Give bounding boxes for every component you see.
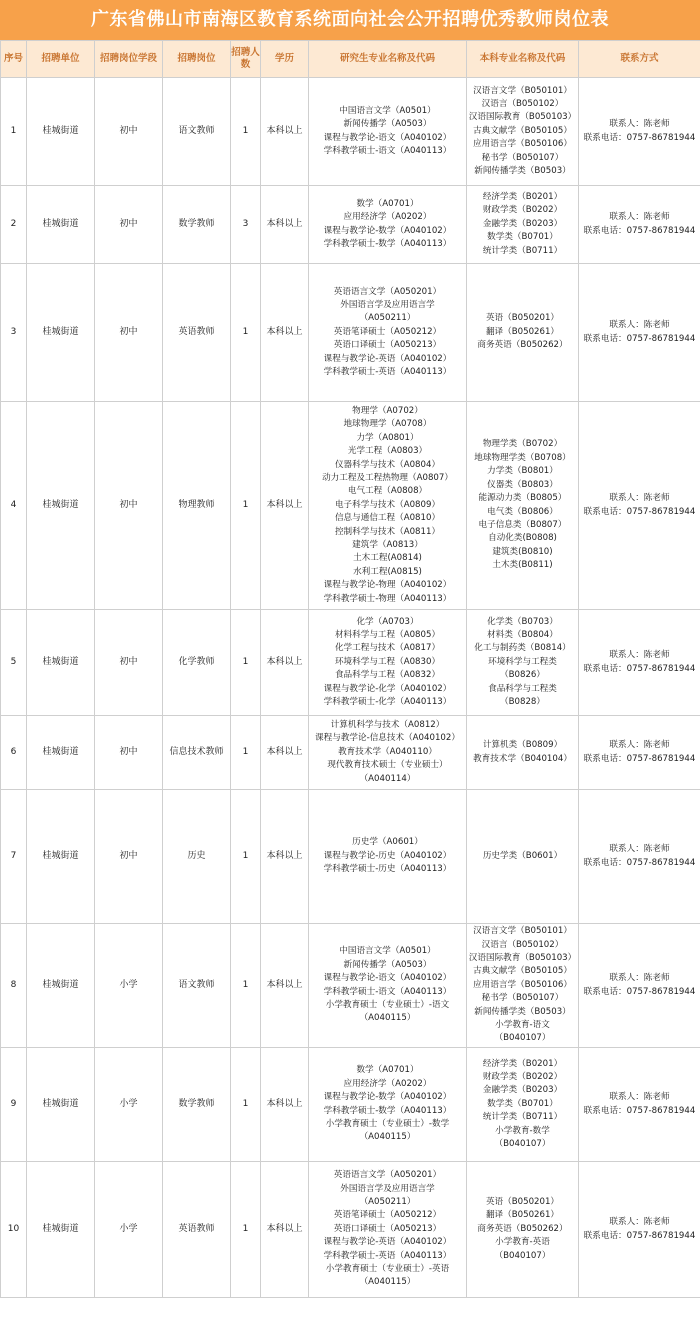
cell-stage: 初中 bbox=[95, 402, 163, 610]
cell-count: 1 bbox=[231, 924, 261, 1048]
contact-line: 联系人：陈老师 bbox=[609, 1217, 670, 1228]
cell-contact bbox=[579, 716, 700, 790]
undergrad-major-line: 地球物理学类（B0708） bbox=[474, 452, 571, 463]
undergrad-major-line: 教育技术学（B040104） bbox=[473, 753, 572, 764]
graduate-major-line: 中国语言文学（A0501） bbox=[339, 946, 436, 957]
graduate-major-line: 学科教学硕士-物理（A040113） bbox=[323, 593, 452, 604]
undergrad-major-line: 应用语言学（B050106） bbox=[473, 979, 572, 990]
undergrad-major-line: 古典文献学（B050105） bbox=[473, 966, 572, 977]
cell-undergrad-majors bbox=[467, 1048, 579, 1162]
undergrad-major-line: （B040107） bbox=[494, 1139, 551, 1150]
cell-contact bbox=[579, 1162, 700, 1298]
cell-post: 英语教师 bbox=[163, 264, 231, 402]
graduate-major-line: 学科教学硕士-历史（A040113） bbox=[323, 864, 452, 875]
graduate-major-line: 建筑学（A0813） bbox=[352, 540, 423, 551]
graduate-major-line: 学科教学硕士-语文（A040113） bbox=[323, 145, 452, 156]
cell-unit: 桂城街道 bbox=[27, 924, 95, 1048]
graduate-major-line: （A040115） bbox=[359, 1013, 416, 1024]
header-col-undergrad-major: 本科专业名称及代码 bbox=[467, 41, 579, 78]
undergrad-major-line: 汉语言（B050102） bbox=[481, 98, 564, 109]
recruitment-table bbox=[0, 40, 700, 1298]
graduate-major-line: 学科教学硕士-英语（A040113） bbox=[323, 367, 452, 378]
graduate-major-line: 化学工程与技术（A0817） bbox=[334, 643, 441, 654]
cell-undergrad-majors bbox=[467, 186, 579, 264]
table-row bbox=[1, 924, 700, 1048]
undergrad-major-line: 仪器类（B0803） bbox=[487, 479, 558, 490]
undergrad-major-line: 化工与制药类（B0814） bbox=[474, 643, 571, 654]
cell-unit: 桂城街道 bbox=[27, 402, 95, 610]
cell-undergrad-majors bbox=[467, 1162, 579, 1298]
cell-contact bbox=[579, 1048, 700, 1162]
contact-line: 联系电话：0757-86781944 bbox=[583, 333, 696, 344]
undergrad-major-line: 商务英语（B050262） bbox=[477, 1223, 568, 1234]
graduate-major-line: 新闻传播学（A0503） bbox=[343, 959, 432, 970]
contact-line: 联系电话：0757-86781944 bbox=[583, 663, 696, 674]
cell-index: 9 bbox=[1, 1048, 27, 1162]
graduate-major-line: 课程与教学论-英语（A040102） bbox=[323, 1237, 452, 1248]
undergrad-major-line: 英语（B050201） bbox=[485, 313, 560, 324]
cell-post: 数学教师 bbox=[163, 1048, 231, 1162]
graduate-major-line: 仪器科学与技术（A0804） bbox=[334, 459, 441, 470]
graduate-major-line: 水利工程(A0815) bbox=[353, 566, 422, 577]
undergrad-major-line: 数学类（B0701） bbox=[487, 232, 558, 243]
graduate-major-line: （A040114） bbox=[359, 773, 416, 784]
cell-index: 6 bbox=[1, 716, 27, 790]
cell-index: 1 bbox=[1, 78, 27, 186]
table-row bbox=[1, 264, 700, 402]
contact-line: 联系电话：0757-86781944 bbox=[583, 986, 696, 997]
graduate-major-line: 课程与教学论-物理（A040102） bbox=[323, 580, 452, 591]
cell-unit: 桂城街道 bbox=[27, 716, 95, 790]
undergrad-major-line: 秘书学（B050107） bbox=[481, 152, 564, 163]
header-col-post: 招聘岗位 bbox=[163, 41, 231, 78]
cell-contact bbox=[579, 924, 700, 1048]
cell-graduate-majors bbox=[309, 1162, 467, 1298]
cell-unit: 桂城街道 bbox=[27, 78, 95, 186]
cell-education: 本科以上 bbox=[261, 790, 309, 924]
graduate-major-line: 英语语言文学（A050201） bbox=[333, 286, 442, 297]
table-row bbox=[1, 186, 700, 264]
graduate-major-line: 外国语言学及应用语言学 bbox=[340, 299, 435, 310]
graduate-major-line: 课程与教学论-化学（A040102） bbox=[323, 683, 452, 694]
header-col-education: 学历 bbox=[261, 41, 309, 78]
cell-post: 语文教师 bbox=[163, 78, 231, 186]
cell-undergrad-majors bbox=[467, 402, 579, 610]
undergrad-major-line: 金融学类（B0203） bbox=[482, 218, 563, 229]
cell-contact bbox=[579, 610, 700, 716]
graduate-major-line: 教育技术学（A040110） bbox=[338, 746, 437, 757]
undergrad-major-line: 数学类（B0701） bbox=[487, 1098, 558, 1109]
undergrad-major-line: 统计学类（B0711） bbox=[482, 245, 563, 256]
graduate-major-line: 课程与教学论-数学（A040102） bbox=[323, 225, 452, 236]
graduate-major-line: 学科教学硕士-化学（A040113） bbox=[323, 697, 452, 708]
cell-unit: 桂城街道 bbox=[27, 186, 95, 264]
table-row bbox=[1, 402, 700, 610]
graduate-major-line: 数学（A0701） bbox=[356, 198, 419, 209]
undergrad-major-line: 计算机类（B0809） bbox=[482, 740, 563, 751]
cell-stage: 初中 bbox=[95, 716, 163, 790]
cell-graduate-majors bbox=[309, 402, 467, 610]
cell-stage: 初中 bbox=[95, 78, 163, 186]
contact-line: 联系人：陈老师 bbox=[609, 493, 670, 504]
undergrad-major-line: 电气类（B0806） bbox=[487, 506, 558, 517]
undergrad-major-line: 小学教育-语文 bbox=[495, 1020, 550, 1031]
cell-stage: 小学 bbox=[95, 1048, 163, 1162]
graduate-major-line: 食品科学与工程（A0832） bbox=[334, 670, 441, 681]
graduate-major-line: 小学教育硕士（专业硕士）-英语 bbox=[325, 1264, 450, 1275]
table-row bbox=[1, 716, 700, 790]
graduate-major-line: 动力工程及工程热物理（A0807） bbox=[322, 472, 453, 483]
cell-unit: 桂城街道 bbox=[27, 610, 95, 716]
graduate-major-line: 数学（A0701） bbox=[356, 1065, 419, 1076]
cell-count: 1 bbox=[231, 610, 261, 716]
cell-undergrad-majors bbox=[467, 610, 579, 716]
undergrad-major-line: 统计学类（B0711） bbox=[482, 1112, 563, 1123]
graduate-major-line: 化学（A0703） bbox=[356, 616, 419, 627]
cell-graduate-majors bbox=[309, 1048, 467, 1162]
cell-undergrad-majors bbox=[467, 264, 579, 402]
undergrad-major-line: （B040107） bbox=[494, 1250, 551, 1261]
graduate-major-line: 学科教学硕士-数学（A040113） bbox=[323, 238, 452, 249]
cell-post: 数学教师 bbox=[163, 186, 231, 264]
undergrad-major-line: 金融学类（B0203） bbox=[482, 1085, 563, 1096]
cell-stage: 小学 bbox=[95, 924, 163, 1048]
undergrad-major-line: 小学教育-英语 bbox=[495, 1237, 550, 1248]
contact-line: 联系电话：0757-86781944 bbox=[583, 753, 696, 764]
contact-line: 联系人：陈老师 bbox=[609, 212, 670, 223]
cell-education: 本科以上 bbox=[261, 716, 309, 790]
graduate-major-line: 地球物理学（A0708） bbox=[343, 419, 432, 430]
cell-unit: 桂城街道 bbox=[27, 790, 95, 924]
graduate-major-line: 历史学（A0601） bbox=[352, 837, 423, 848]
table-body bbox=[1, 78, 700, 1298]
undergrad-major-line: （B040107） bbox=[494, 1033, 551, 1044]
graduate-major-line: （A050211） bbox=[359, 313, 416, 324]
graduate-major-line: 信息与通信工程（A0810） bbox=[334, 513, 441, 524]
cell-count: 1 bbox=[231, 1162, 261, 1298]
cell-stage: 初中 bbox=[95, 264, 163, 402]
undergrad-major-line: 财政学类（B0202） bbox=[482, 205, 563, 216]
cell-education: 本科以上 bbox=[261, 1162, 309, 1298]
graduate-major-line: 环境科学与工程（A0830） bbox=[334, 656, 441, 667]
undergrad-major-line: 汉语国际教育（B050103） bbox=[468, 112, 577, 123]
undergrad-major-line: 力学类（B0801） bbox=[487, 466, 558, 477]
cell-count: 1 bbox=[231, 264, 261, 402]
cell-undergrad-majors bbox=[467, 78, 579, 186]
contact-line: 联系电话：0757-86781944 bbox=[583, 506, 696, 517]
graduate-major-line: 课程与教学论-语文（A040102） bbox=[323, 973, 452, 984]
cell-contact bbox=[579, 790, 700, 924]
cell-index: 2 bbox=[1, 186, 27, 264]
cell-count: 1 bbox=[231, 78, 261, 186]
cell-post: 历史 bbox=[163, 790, 231, 924]
cell-count: 1 bbox=[231, 1048, 261, 1162]
header-row bbox=[1, 41, 700, 78]
contact-line: 联系电话：0757-86781944 bbox=[583, 225, 696, 236]
cell-count: 1 bbox=[231, 716, 261, 790]
table-row bbox=[1, 78, 700, 186]
undergrad-major-line: 材料类（B0804） bbox=[487, 629, 558, 640]
graduate-major-line: 课程与教学论-数学（A040102） bbox=[323, 1092, 452, 1103]
cell-stage: 初中 bbox=[95, 790, 163, 924]
graduate-major-line: 英语口译硕士（A050213） bbox=[333, 340, 442, 351]
graduate-major-line: 控制科学与技术（A0811） bbox=[334, 526, 441, 537]
undergrad-major-line: 商务英语（B050262） bbox=[477, 340, 568, 351]
contact-line: 联系电话：0757-86781944 bbox=[583, 857, 696, 868]
cell-stage: 小学 bbox=[95, 1162, 163, 1298]
cell-graduate-majors bbox=[309, 716, 467, 790]
graduate-major-line: 中国语言文学（A0501） bbox=[339, 105, 436, 116]
cell-education: 本科以上 bbox=[261, 78, 309, 186]
graduate-major-line: 学科教学硕士-英语（A040113） bbox=[323, 1250, 452, 1261]
undergrad-major-line: 环境科学与工程类 bbox=[488, 656, 557, 667]
undergrad-major-line: 财政学类（B0202） bbox=[482, 1071, 563, 1082]
cell-index: 10 bbox=[1, 1162, 27, 1298]
page-title: 广东省佛山市南海区教育系统面向社会公开招聘优秀教师岗位表 bbox=[0, 0, 700, 40]
graduate-major-line: 英语口译硕士（A050213） bbox=[333, 1223, 442, 1234]
header-col-count: 招聘人数 bbox=[231, 41, 261, 78]
cell-index: 8 bbox=[1, 924, 27, 1048]
cell-education: 本科以上 bbox=[261, 186, 309, 264]
cell-graduate-majors bbox=[309, 78, 467, 186]
contact-line: 联系人：陈老师 bbox=[609, 1092, 670, 1103]
graduate-major-line: 小学教育硕士（专业硕士）-数学 bbox=[325, 1118, 450, 1129]
cell-post: 英语教师 bbox=[163, 1162, 231, 1298]
graduate-major-line: 力学（A0801） bbox=[356, 432, 419, 443]
undergrad-major-line: 汉语言（B050102） bbox=[481, 939, 564, 950]
cell-index: 3 bbox=[1, 264, 27, 402]
cell-stage: 初中 bbox=[95, 610, 163, 716]
graduate-major-line: 学科教学硕士-数学（A040113） bbox=[323, 1105, 452, 1116]
graduate-major-line: 学科教学硕士-语文（A040113） bbox=[323, 986, 452, 997]
graduate-major-line: （A040115） bbox=[359, 1277, 416, 1288]
undergrad-major-line: 建筑类(B0810) bbox=[492, 546, 553, 557]
graduate-major-line: 英语笔译硕士（A050212） bbox=[333, 326, 442, 337]
cell-education: 本科以上 bbox=[261, 610, 309, 716]
contact-line: 联系人：陈老师 bbox=[609, 740, 670, 751]
undergrad-major-line: 经济学类（B0201） bbox=[482, 1058, 563, 1069]
undergrad-major-line: 汉语国际教育（B050103） bbox=[468, 952, 577, 963]
undergrad-major-line: 能源动力类（B0805） bbox=[478, 493, 567, 504]
undergrad-major-line: 汉语言文学（B050101） bbox=[473, 926, 572, 937]
undergrad-major-line: 新闻传播学类（B0503） bbox=[474, 166, 571, 177]
cell-graduate-majors bbox=[309, 186, 467, 264]
cell-stage: 初中 bbox=[95, 186, 163, 264]
graduate-major-line: 外国语言学及应用语言学 bbox=[340, 1183, 435, 1194]
graduate-major-line: 课程与教学论-历史（A040102） bbox=[323, 850, 452, 861]
contact-line: 联系人：陈老师 bbox=[609, 320, 670, 331]
contact-line: 联系人：陈老师 bbox=[609, 119, 670, 130]
graduate-major-line: 英语笔译硕士（A050212） bbox=[333, 1210, 442, 1221]
graduate-major-line: 电气工程（A0808） bbox=[347, 486, 428, 497]
cell-count: 1 bbox=[231, 402, 261, 610]
cell-education: 本科以上 bbox=[261, 264, 309, 402]
table-row bbox=[1, 1162, 700, 1298]
cell-undergrad-majors bbox=[467, 790, 579, 924]
undergrad-major-line: 化学类（B0703） bbox=[487, 616, 558, 627]
cell-post: 语文教师 bbox=[163, 924, 231, 1048]
contact-line: 联系人：陈老师 bbox=[609, 650, 670, 661]
undergrad-major-line: 物理学类（B0702） bbox=[482, 439, 563, 450]
undergrad-major-line: 古典文献学（B050105） bbox=[473, 125, 572, 136]
cell-contact bbox=[579, 264, 700, 402]
graduate-major-line: 现代教育技术硕士（专业硕士） bbox=[327, 760, 448, 771]
undergrad-major-line: 汉语言文学（B050101） bbox=[473, 85, 572, 96]
undergrad-major-line: 应用语言学（B050106） bbox=[473, 139, 572, 150]
cell-unit: 桂城街道 bbox=[27, 1048, 95, 1162]
cell-post: 物理教师 bbox=[163, 402, 231, 610]
undergrad-major-line: 土木类(B0811) bbox=[492, 560, 553, 571]
table-row bbox=[1, 610, 700, 716]
contact-line: 联系电话：0757-86781944 bbox=[583, 1105, 696, 1116]
cell-index: 5 bbox=[1, 610, 27, 716]
undergrad-major-line: 历史学类（B0601） bbox=[482, 850, 563, 861]
table-header bbox=[1, 41, 700, 78]
graduate-major-line: 光学工程（A0803） bbox=[347, 446, 428, 457]
contact-line: 联系电话：0757-86781944 bbox=[583, 1230, 696, 1241]
cell-education: 本科以上 bbox=[261, 1048, 309, 1162]
graduate-major-line: 电子科学与技术（A0809） bbox=[334, 499, 441, 510]
graduate-major-line: 课程与教学论-语文（A040102） bbox=[323, 132, 452, 143]
contact-line: 联系人：陈老师 bbox=[609, 973, 670, 984]
cell-count: 3 bbox=[231, 186, 261, 264]
cell-education: 本科以上 bbox=[261, 924, 309, 1048]
graduate-major-line: 土木工程(A0814) bbox=[353, 553, 422, 564]
cell-contact bbox=[579, 186, 700, 264]
contact-line: 联系电话：0757-86781944 bbox=[583, 132, 696, 143]
cell-index: 4 bbox=[1, 402, 27, 610]
graduate-major-line: （A040115） bbox=[359, 1132, 416, 1143]
graduate-major-line: 应用经济学（A0202） bbox=[343, 212, 432, 223]
cell-contact bbox=[579, 402, 700, 610]
undergrad-major-line: 英语（B050201） bbox=[485, 1196, 560, 1207]
undergrad-major-line: 电子信息类（B0807） bbox=[478, 519, 567, 530]
cell-unit: 桂城街道 bbox=[27, 1162, 95, 1298]
cell-graduate-majors bbox=[309, 924, 467, 1048]
graduate-major-line: 小学教育硕士（专业硕士）-语文 bbox=[325, 999, 450, 1010]
graduate-major-line: 课程与教学论-信息技术（A040102） bbox=[315, 733, 460, 744]
undergrad-major-line: 翻译（B050261） bbox=[485, 326, 560, 337]
cell-graduate-majors bbox=[309, 790, 467, 924]
undergrad-major-line: 经济学类（B0201） bbox=[482, 191, 563, 202]
cell-graduate-majors bbox=[309, 610, 467, 716]
cell-contact bbox=[579, 78, 700, 186]
graduate-major-line: 计算机科学与技术（A0812） bbox=[330, 719, 445, 730]
graduate-major-line: （A050211） bbox=[359, 1196, 416, 1207]
cell-count: 1 bbox=[231, 790, 261, 924]
graduate-major-line: 物理学（A0702） bbox=[352, 405, 423, 416]
header-col-contact: 联系方式 bbox=[579, 41, 700, 78]
undergrad-major-line: 秘书学（B050107） bbox=[481, 993, 564, 1004]
undergrad-major-line: 新闻传播学类（B0503） bbox=[474, 1006, 571, 1017]
graduate-major-line: 英语语言文学（A050201） bbox=[333, 1170, 442, 1181]
undergrad-major-line: （B0826） bbox=[500, 670, 545, 681]
cell-index: 7 bbox=[1, 790, 27, 924]
graduate-major-line: 课程与教学论-英语（A040102） bbox=[323, 353, 452, 364]
undergrad-major-line: 自动化类(B0808) bbox=[488, 533, 557, 544]
graduate-major-line: 应用经济学（A0202） bbox=[343, 1078, 432, 1089]
table-row bbox=[1, 790, 700, 924]
undergrad-major-line: 翻译（B050261） bbox=[485, 1210, 560, 1221]
header-col-unit: 招聘单位 bbox=[27, 41, 95, 78]
undergrad-major-line: 食品科学与工程类 bbox=[488, 683, 557, 694]
cell-post: 信息技术教师 bbox=[163, 716, 231, 790]
cell-post: 化学教师 bbox=[163, 610, 231, 716]
header-col-stage: 招聘岗位学段 bbox=[95, 41, 163, 78]
header-col-index: 序号 bbox=[1, 41, 27, 78]
cell-education: 本科以上 bbox=[261, 402, 309, 610]
cell-unit: 桂城街道 bbox=[27, 264, 95, 402]
cell-undergrad-majors bbox=[467, 716, 579, 790]
cell-undergrad-majors bbox=[467, 924, 579, 1048]
undergrad-major-line: （B0828） bbox=[500, 697, 545, 708]
graduate-major-line: 材料科学与工程（A0805） bbox=[334, 629, 441, 640]
contact-line: 联系人：陈老师 bbox=[609, 844, 670, 855]
graduate-major-line: 新闻传播学（A0503） bbox=[343, 119, 432, 130]
cell-graduate-majors bbox=[309, 264, 467, 402]
header-col-graduate-major: 研究生专业名称及代码 bbox=[309, 41, 467, 78]
undergrad-major-line: 小学教育-数学 bbox=[495, 1125, 550, 1136]
table-row bbox=[1, 1048, 700, 1162]
